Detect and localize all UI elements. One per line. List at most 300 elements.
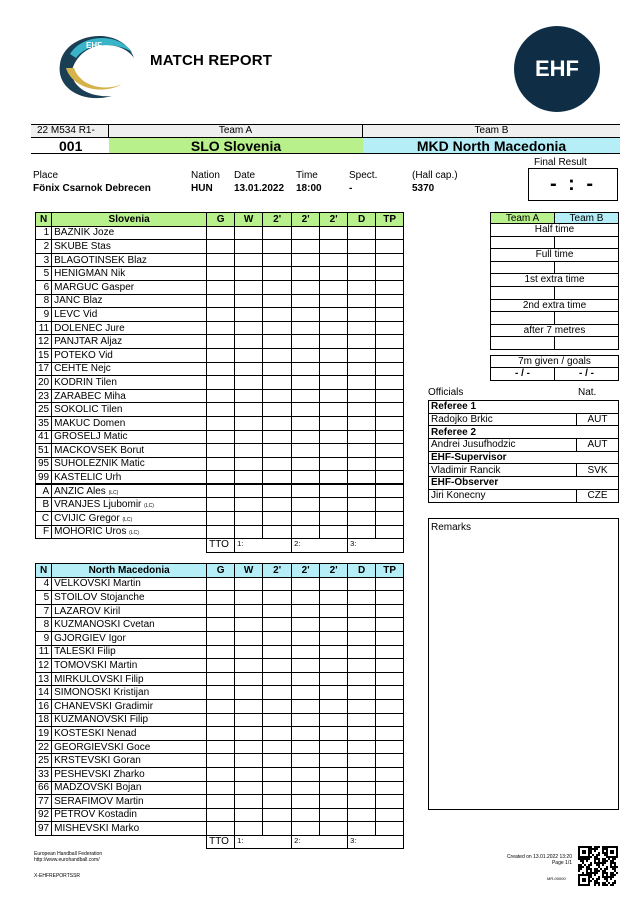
stat-cell xyxy=(376,403,404,417)
player-row xyxy=(36,727,404,741)
player-row xyxy=(36,659,404,673)
seven-metre-label: 7m given / goals xyxy=(490,355,619,368)
stat-cell xyxy=(320,686,348,700)
stat-cell xyxy=(320,659,348,673)
hallcap-value: 5370 xyxy=(412,183,435,194)
stat-cell xyxy=(348,267,376,281)
blank-cell xyxy=(52,539,207,553)
stat-cell xyxy=(207,659,235,673)
player-row xyxy=(36,631,404,645)
stat-cell xyxy=(320,672,348,686)
stat-cell xyxy=(292,713,320,727)
stat-cell xyxy=(207,376,235,390)
team-b-name: MKD North Macedonia xyxy=(363,138,620,153)
stat-cell xyxy=(235,525,263,539)
stat-cell xyxy=(235,376,263,390)
stat-cell xyxy=(263,822,292,836)
stat-cell xyxy=(376,686,404,700)
stat-cell xyxy=(263,484,292,498)
stat-cell xyxy=(292,686,320,700)
stat-cell xyxy=(207,808,235,822)
stat-cell xyxy=(320,308,348,322)
stat-cell xyxy=(263,321,292,335)
stat-cell xyxy=(235,403,263,417)
stat-cell xyxy=(292,267,320,281)
stat-cell xyxy=(292,498,320,512)
name-text: TOMOVSKI Martin xyxy=(54,659,138,671)
footer-org-name: European Handball Federation xyxy=(34,851,103,857)
stat-cell xyxy=(320,430,348,444)
player-row xyxy=(36,294,404,308)
stat-cell xyxy=(348,362,376,376)
player-row xyxy=(36,822,404,836)
tto-slot-3: 3: xyxy=(348,835,404,849)
stat-cell xyxy=(292,362,320,376)
stat-cell xyxy=(292,659,320,673)
ehf-logo: EHF xyxy=(514,26,600,112)
stat-cell xyxy=(376,280,404,294)
player-number: 18 xyxy=(36,713,52,727)
stat-cell xyxy=(292,444,320,458)
name-text: ZARABEC Miha xyxy=(54,390,126,402)
stat-cell xyxy=(292,348,320,362)
tto-row xyxy=(36,539,404,553)
stat-cell xyxy=(376,795,404,809)
stat-cell xyxy=(376,376,404,390)
stat-cell xyxy=(263,795,292,809)
stat-cell xyxy=(376,604,404,618)
stat-cell xyxy=(263,631,292,645)
col-n-header: N xyxy=(36,564,52,578)
player-row xyxy=(36,240,404,254)
team-official-row xyxy=(36,484,404,498)
stat-cell xyxy=(320,781,348,795)
player-row xyxy=(36,308,404,322)
stat-cell xyxy=(207,686,235,700)
stat-cell xyxy=(348,672,376,686)
stat-cell xyxy=(320,335,348,349)
stat-cell xyxy=(292,631,320,645)
final-result-label: Final Result xyxy=(534,157,587,168)
stat-cell xyxy=(207,604,235,618)
stat-cell xyxy=(235,253,263,267)
score-a-cell xyxy=(491,337,555,349)
stat-cell xyxy=(348,294,376,308)
stat-cell xyxy=(235,795,263,809)
stat-cell xyxy=(348,335,376,349)
stat-cell xyxy=(207,308,235,322)
name-text: KUZMANOSKI Cvetan xyxy=(54,619,155,631)
player-number: 51 xyxy=(36,444,52,458)
stat-cell xyxy=(320,822,348,836)
period-label: Full time xyxy=(490,249,619,262)
player-row xyxy=(36,457,404,471)
player-row xyxy=(36,591,404,605)
stat-cell xyxy=(292,781,320,795)
player-number: 12 xyxy=(36,659,52,673)
player-number: 20 xyxy=(36,376,52,390)
player-name xyxy=(52,740,207,754)
stat-cell xyxy=(235,362,263,376)
name-text: POTEKO Vid xyxy=(54,349,113,361)
stat-cell xyxy=(376,389,404,403)
score-cells xyxy=(490,312,619,325)
name-text: CEHTE Nejc xyxy=(54,363,111,375)
stat-cell xyxy=(320,376,348,390)
stat-cell xyxy=(292,226,320,240)
stat-cell xyxy=(292,645,320,659)
qr-code-icon xyxy=(578,846,618,886)
stat-cell xyxy=(235,280,263,294)
place-label: Place xyxy=(33,170,59,181)
player-row xyxy=(36,781,404,795)
player-row xyxy=(36,471,404,485)
stat-cell xyxy=(263,591,292,605)
license-tag: (LC) xyxy=(122,516,133,523)
name-text: LAZAROV Kiril xyxy=(54,605,121,617)
stat-cell xyxy=(348,240,376,254)
col-suspension-2-header: 2' xyxy=(292,564,320,578)
stat-cell xyxy=(320,389,348,403)
player-row xyxy=(36,321,404,335)
tto-slot-3: 3: xyxy=(348,539,404,553)
player-number: 11 xyxy=(36,645,52,659)
stat-cell xyxy=(207,267,235,281)
official-name: Radojko Brkic xyxy=(429,413,577,426)
player-row xyxy=(36,740,404,754)
stat-cell xyxy=(235,808,263,822)
stat-cell xyxy=(320,253,348,267)
license-tag: (LC) xyxy=(144,503,154,510)
stat-cell xyxy=(292,808,320,822)
official-name xyxy=(52,512,207,526)
stat-cell xyxy=(235,727,263,741)
stat-cell xyxy=(207,389,235,403)
score-cells xyxy=(490,237,619,250)
player-row xyxy=(36,686,404,700)
name-text: MIRKULOVSKI Filip xyxy=(54,673,144,685)
player-row xyxy=(36,713,404,727)
match-code: 22 M534 R1- xyxy=(31,125,109,137)
stat-cell xyxy=(207,645,235,659)
col-team-header: Slovenia xyxy=(52,213,207,227)
stat-cell xyxy=(207,444,235,458)
name-text: HENIGMAN Nik xyxy=(54,268,126,280)
stat-cell xyxy=(292,727,320,741)
official-name xyxy=(52,498,207,512)
stat-cell xyxy=(235,267,263,281)
player-number: 1 xyxy=(36,226,52,240)
player-number: 8 xyxy=(36,294,52,308)
stat-cell xyxy=(376,335,404,349)
stat-cell xyxy=(348,713,376,727)
player-name xyxy=(52,308,207,322)
stat-cell xyxy=(207,699,235,713)
stat-cell xyxy=(263,699,292,713)
match-number: 001 xyxy=(31,138,109,153)
name-text: CVIJIC Gregor xyxy=(54,512,120,524)
team-a-name: SLO Slovenia xyxy=(109,138,363,153)
stat-cell xyxy=(348,645,376,659)
name-text: SOKOLIC Tilen xyxy=(54,404,123,416)
stat-cell xyxy=(348,727,376,741)
player-row xyxy=(36,348,404,362)
player-number: 9 xyxy=(36,631,52,645)
stat-cell xyxy=(348,253,376,267)
stat-cell xyxy=(263,362,292,376)
stat-cell xyxy=(207,591,235,605)
stat-cell xyxy=(376,240,404,254)
official-name: Jiri Konecny xyxy=(429,489,577,502)
match-header xyxy=(31,124,620,154)
stat-cell xyxy=(376,348,404,362)
period-label: 1st extra time xyxy=(490,274,619,287)
stat-cell xyxy=(348,389,376,403)
stat-cell xyxy=(207,348,235,362)
player-name xyxy=(52,389,207,403)
official-row xyxy=(429,451,619,464)
col-suspension-3-header: 2' xyxy=(320,564,348,578)
player-name xyxy=(52,430,207,444)
stat-cell xyxy=(376,226,404,240)
col-warning-header: W xyxy=(235,564,263,578)
player-name xyxy=(52,348,207,362)
footer-code: MR-00000 xyxy=(547,876,566,881)
col-tp-header: TP xyxy=(376,213,404,227)
stat-cell xyxy=(348,686,376,700)
stat-cell xyxy=(320,808,348,822)
stat-cell xyxy=(263,267,292,281)
stat-cell xyxy=(320,767,348,781)
stat-cell xyxy=(207,430,235,444)
stat-cell xyxy=(207,713,235,727)
stat-cell xyxy=(348,767,376,781)
stat-cell xyxy=(348,740,376,754)
name-text: KRSTEVSKI Goran xyxy=(54,755,141,767)
stat-cell xyxy=(292,740,320,754)
tto-slot-1: 1: xyxy=(235,539,292,553)
stat-cell xyxy=(376,713,404,727)
stat-cell xyxy=(376,430,404,444)
stat-cell xyxy=(320,321,348,335)
player-number: 25 xyxy=(36,754,52,768)
name-text: KASTELIC Urh xyxy=(54,471,122,483)
spect-label: Spect. xyxy=(349,170,378,181)
player-number: 41 xyxy=(36,430,52,444)
stat-cell xyxy=(207,740,235,754)
player-row xyxy=(36,767,404,781)
col-suspension-1-header: 2' xyxy=(263,213,292,227)
player-name xyxy=(52,335,207,349)
name-text: SERAFIMOV Martin xyxy=(54,795,144,807)
player-name xyxy=(52,591,207,605)
player-number: 99 xyxy=(36,471,52,485)
stat-cell xyxy=(207,362,235,376)
player-row xyxy=(36,253,404,267)
name-text: VELKOVSKI Martin xyxy=(54,578,141,590)
stat-cell xyxy=(376,457,404,471)
stat-cell xyxy=(292,335,320,349)
footer-created xyxy=(502,854,572,866)
stat-cell xyxy=(320,699,348,713)
stat-cell xyxy=(376,577,404,591)
stat-cell xyxy=(292,754,320,768)
player-number: 14 xyxy=(36,686,52,700)
stat-cell xyxy=(292,699,320,713)
stat-cell xyxy=(263,294,292,308)
final-result-value: - : - xyxy=(528,168,618,201)
stat-cell xyxy=(376,484,404,498)
stat-cell xyxy=(235,484,263,498)
tto-slot-2: 2: xyxy=(292,835,348,849)
player-name xyxy=(52,444,207,458)
stat-cell xyxy=(207,280,235,294)
player-name xyxy=(52,280,207,294)
name-text: LEVC Vid xyxy=(54,308,98,320)
stat-cell xyxy=(263,740,292,754)
player-number: 8 xyxy=(36,618,52,632)
place-value: Fönix Csarnok Debrecen xyxy=(33,183,151,194)
official-row xyxy=(429,439,619,452)
score-team-a-header: Team A xyxy=(491,213,555,223)
stat-cell xyxy=(320,403,348,417)
stat-cell xyxy=(376,308,404,322)
player-row xyxy=(36,808,404,822)
stat-cell xyxy=(348,348,376,362)
stat-cell xyxy=(207,294,235,308)
stat-cell xyxy=(235,512,263,526)
player-row xyxy=(36,699,404,713)
stat-cell xyxy=(292,672,320,686)
stat-cell xyxy=(320,727,348,741)
name-text: GJORGIEV Igor xyxy=(54,632,126,644)
stat-cell xyxy=(207,335,235,349)
stat-cell xyxy=(320,645,348,659)
stat-cell xyxy=(376,740,404,754)
stat-cell xyxy=(320,348,348,362)
score-b-cell xyxy=(555,262,618,274)
player-number: 6 xyxy=(36,280,52,294)
player-number: 23 xyxy=(36,389,52,403)
stat-cell xyxy=(348,577,376,591)
stat-cell xyxy=(376,699,404,713)
stat-cell xyxy=(376,267,404,281)
player-number: 16 xyxy=(36,699,52,713)
official-row xyxy=(429,489,619,502)
official-name: Vladimir Rancik xyxy=(429,464,577,477)
stat-cell xyxy=(263,659,292,673)
player-number: 7 xyxy=(36,604,52,618)
player-row xyxy=(36,376,404,390)
stat-cell xyxy=(235,577,263,591)
stat-cell xyxy=(320,498,348,512)
stat-cell xyxy=(263,525,292,539)
stat-cell xyxy=(263,781,292,795)
score-a-cell xyxy=(491,237,555,249)
stat-cell xyxy=(263,240,292,254)
player-name xyxy=(52,645,207,659)
score-cells xyxy=(490,287,619,300)
team-official-row xyxy=(36,498,404,512)
stat-cell xyxy=(263,686,292,700)
official-letter: B xyxy=(36,498,52,512)
stat-cell xyxy=(207,577,235,591)
stat-cell xyxy=(235,348,263,362)
license-tag: (LC) xyxy=(108,489,119,496)
stat-cell xyxy=(320,416,348,430)
player-row xyxy=(36,416,404,430)
nation-value: HUN xyxy=(191,183,213,194)
player-number: 11 xyxy=(36,321,52,335)
stat-cell xyxy=(207,416,235,430)
name-text: JANC Blaz xyxy=(54,295,103,307)
date-label: Date xyxy=(234,170,256,181)
official-letter: A xyxy=(36,484,52,498)
player-name xyxy=(52,808,207,822)
name-text: MACKOVSEK Borut xyxy=(54,444,145,456)
stat-cell xyxy=(348,699,376,713)
stat-cell xyxy=(263,403,292,417)
stat-cell xyxy=(263,577,292,591)
stat-cell xyxy=(320,362,348,376)
stat-cell xyxy=(207,226,235,240)
stat-cell xyxy=(235,604,263,618)
stat-cell xyxy=(235,498,263,512)
player-row xyxy=(36,672,404,686)
stat-cell xyxy=(320,740,348,754)
tto-label: TTO xyxy=(207,539,235,553)
stat-cell xyxy=(263,618,292,632)
license-tag: (LC) xyxy=(129,530,139,537)
stat-cell xyxy=(235,294,263,308)
stat-cell xyxy=(292,253,320,267)
player-name xyxy=(52,659,207,673)
blank-cell xyxy=(36,539,52,553)
score-a-cell xyxy=(491,262,555,274)
player-name xyxy=(52,376,207,390)
stat-cell xyxy=(263,672,292,686)
stat-cell xyxy=(235,672,263,686)
stat-cell xyxy=(207,672,235,686)
tto-slot-2: 2: xyxy=(292,539,348,553)
stat-cell xyxy=(376,618,404,632)
score-by-period xyxy=(490,212,619,350)
name-text: KOSTESKI Nenad xyxy=(54,727,137,739)
stat-cell xyxy=(263,335,292,349)
stat-cell xyxy=(235,659,263,673)
stat-cell xyxy=(292,512,320,526)
player-row xyxy=(36,645,404,659)
stat-cell xyxy=(235,699,263,713)
official-role: Referee 1 xyxy=(429,401,619,414)
stat-cell xyxy=(235,457,263,471)
stat-cell xyxy=(235,754,263,768)
player-row xyxy=(36,267,404,281)
score-team-b-header: Team B xyxy=(555,213,618,223)
player-number: 13 xyxy=(36,672,52,686)
name-text: KUZMANOVSKI Filip xyxy=(54,714,149,726)
stat-cell xyxy=(292,591,320,605)
stat-cell xyxy=(348,591,376,605)
stat-cell xyxy=(348,376,376,390)
player-name xyxy=(52,754,207,768)
player-name xyxy=(52,781,207,795)
col-disqualification-header: D xyxy=(348,564,376,578)
stat-cell xyxy=(235,740,263,754)
stat-cell xyxy=(207,754,235,768)
name-text: SIMONOSKI Kristijan xyxy=(54,687,150,699)
stat-cell xyxy=(207,403,235,417)
